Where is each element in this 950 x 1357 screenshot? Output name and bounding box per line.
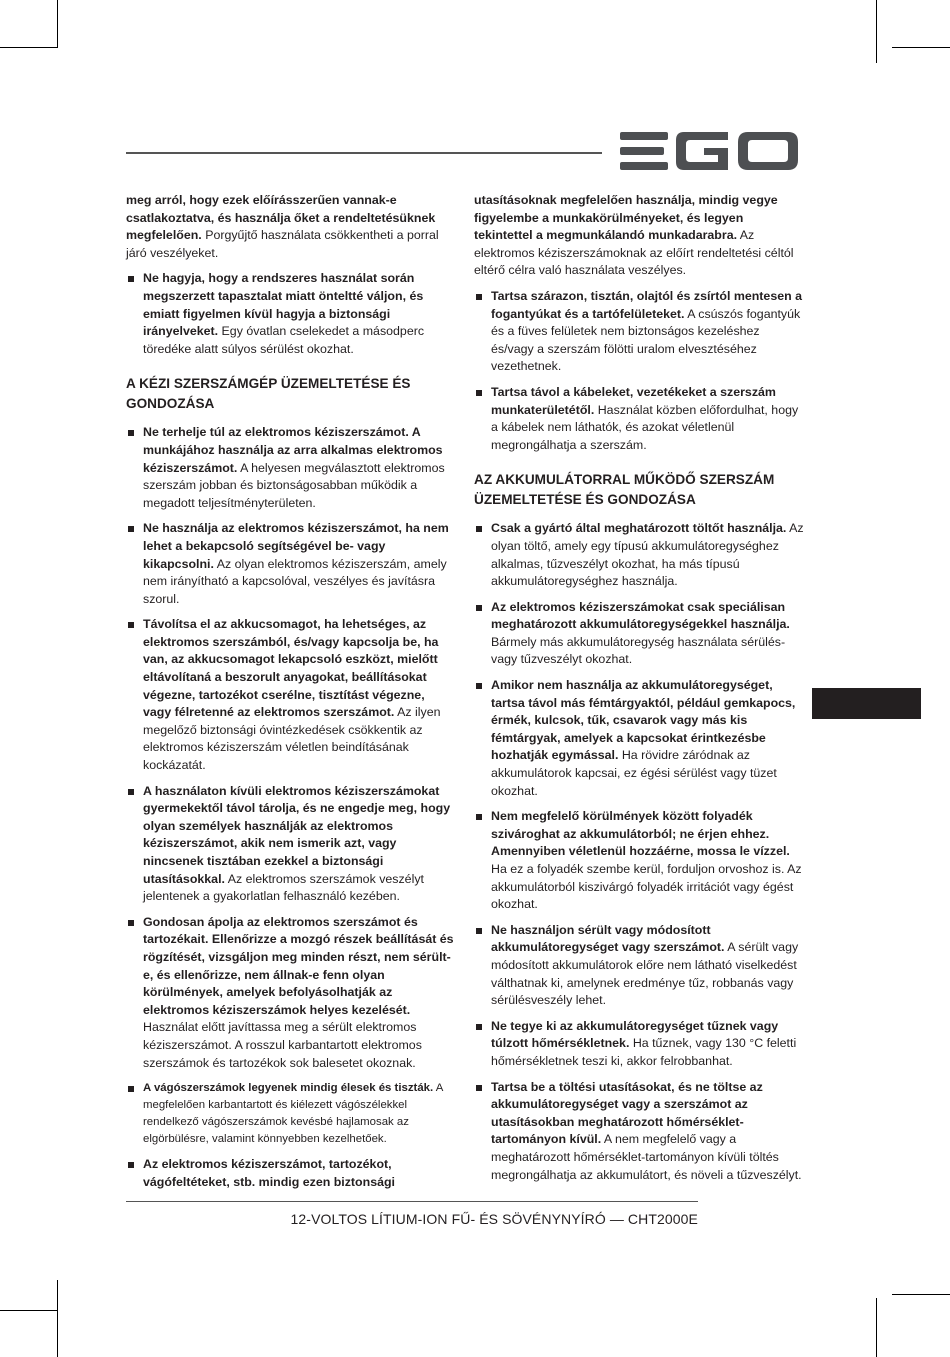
right-item-1: Csak a gyártó által meghatározott töltőt használja. Az olyan töltő, amely egy típusú akkumulátoregységhez alkalmas, tűzveszélyt okozhat, ha más típusú akkumulátoregységhez használja. [474,520,804,590]
header-rule [126,152,602,154]
left-item-1: Ne terhelje túl az elektromos kéziszerszámot. A munkájához használja az arra alkalmas elektromos kéziszerszámot. A helyesen megválasztott elektromos szerszám jobban és biztonságosabban működik a megadott teljesítményterületen. [126,424,456,512]
crop-mark [892,1294,950,1295]
left-item-7: Az elektromos kéziszerszámot, tartozékot, vágófeltéteket, stb. mindig ezen biztonsági [126,1156,456,1191]
crop-mark [57,1280,58,1357]
left-item-6: A vágószerszámok legyenek mindig élesek és tiszták. A megfelelően karbantartott és kiélezett vágószélekkel rendelkező vágószerszámok kevésbé hajlamosak az elgörbülésre, valamint könnyebben kezelhetőek. [126,1080,456,1148]
language-tab [812,688,921,719]
left-item-2: Ne használja az elektromos kéziszerszámot, ha nem lehet a bekapcsoló segítségével be- vagy kikapcsolni. Az olyan elektromos kéziszerszám, amely nem irányítható a kapcsolóval, veszélyes és javításra szorul. [126,520,456,608]
right-top-item-1: Tartsa szárazon, tisztán, olajtól és zsírtól mentesen a fogantyúkat és a tartófelületeket. A csúszós fogantyúk és a füves felületek nem biztonságos kezeléshez és/vagy a szerszám fölötti uralom elvesztéséhez vezethetnek. [474,288,804,376]
crop-mark [0,47,58,48]
right-item-3: Amikor nem használja az akkumulátoregységet, tartsa távol más fémtárgyaktól, például gemkapocs, érmék, kulcsok, tűk, csavarok vagy más kis fémtárgyak, amelyek a kapcsokat érintkezésbe hozhatják egymással. Ha rövidre záródnak az akkumulátorok kapcsai, ez égési sérülést vagy tüzet okozhat. [474,677,804,800]
left-top-item-1: Ne hagyja, hogy a rendszeres használat során megszerzett tapasztalat miatt önteltté váljon, és emiatt figyelmen kívül hagyja a biztonsági irányelveket. Egy óvatlan cselekedet a másodperc töredéke alatt súlyos sérülést okozhat. [126,270,456,358]
right-item-7: Tartsa be a töltési utasításokat, és ne töltse az akkumulátoregységet vagy a szerszámot az utasításokban meghatározott hőmérséklet-tartományon kívül. A nem megfelelő vagy a meghatározott hőmérséklet-tartományon kívüli töltés megrongálhatja az akkumulátort, és növeli a tűzveszélyt. [474,1079,804,1185]
left-column [126,192,456,1199]
right-top-item-2: Tartsa távol a kábeleket, vezetékeket a szerszám munkaterületétől. Használat közben előfordulhat, hogy a kábelek nem láthatók, és azokat véletlenül megrongálhatja a szerszám. [474,384,804,454]
crop-mark [892,47,950,48]
crop-mark [57,0,58,48]
page-footer: 12-VOLTOS LÍTIUM-ION FŰ- ÉS SÖVÉNYNYÍRÓ — CHT2000E [290,1211,698,1227]
left-intro-paragraph: meg arról, hogy ezek előírásszerűen vannak-e csatlakoztatva, és használja őket a rendeltetésüknek megfelelően. Porgyűjtő használata csökkentheti a porral járó veszélyeket. [126,193,439,260]
right-column [474,192,804,1192]
left-item-3: Távolítsa el az akkucsomagot, ha lehetséges, az elektromos szerszámból, és/vagy kapcsolja be, ha van, az akkucsomagot lekapcsoló eszközt, mielőtt eltávolítaná a beszorult anyagokat, beállításokat végezne, tartozékot cserélne, tisztítást végezne, vagy félretenné az elektromos szerszámot. Az ilyen megelőző biztonsági óvintézkedések csökkentik az elektromos kéziszerszám véletlen beindításának kockázatát. [126,616,456,774]
left-item-5: Gondosan ápolja az elektromos szerszámot és tartozékait. Ellenőrizze a mozgó részek beállítását és rögzítését, vizsgáljon meg minden részt, nem sérült-e, és ellenőrizze, nem állnak-e fenn olyan körülmények, amelyek befolyásolhatják az elektromos kéziszerszámok helyes kezelését. Használat előtt javíttassa meg a sérült elektromos kéziszerszámot. A rosszul karbantartott elektromos szerszámok és tartozékok sok balesetet okoznak. [126,914,456,1072]
section-heading-battery-tool: AZ AKKUMULÁTORRAL MŰKÖDŐ SZERSZÁM ÜZEMELTETÉSE ÉS GONDOZÁSA [474,472,775,508]
left-item-4: A használaton kívüli elektromos kéziszerszámokat gyermekektől távol tárolja, és ne engedje meg, hogy olyan személyek használják az elektromos kéziszerszámot, akik nem ismerik azt, vagy nincsenek tisztában ezekkel a biztonsági utasításokkal. Az elektromos szerszámok veszélyt jelentenek a gyakorlatlan felhasználó kezében. [126,783,456,906]
ego-logo [618,128,800,174]
right-item-2: Az elektromos kéziszerszámokat csak speciálisan meghatározott akkumulátoregységekkel használja. Bármely más akkumulátoregység használata sérülés-vagy tűzveszélyt okozhat. [474,599,804,669]
right-item-4: Nem megfelelő körülmények között folyadék szivároghat az akkumulátorból; ne érjen ehhez. Amennyiben véletlenül hozzáérne, mossa le vízzel. Ha ez a folyadék szembe kerül, forduljon orvoshoz is. Az akkumulátorból kiszivárgó folyadék irritációt vagy égést okozhat. [474,808,804,914]
crop-mark [0,1310,58,1311]
footer-rule [126,1201,698,1202]
crop-mark [876,0,877,63]
right-intro-paragraph: utasításoknak megfelelően használja, mindig vegye figyelembe a munkakörülményeket, és legyen tekintettel a megmunkálandó munkadarabra. Az elektromos kéziszerszámoknak az előírt rendeltetési céltól eltérő célra való használata veszélyes. [474,193,794,278]
right-item-5: Ne használjon sérült vagy módosított akkumulátoregységet vagy szerszámot. A sérült vagy módosított akkumulátorok előre nem látható viselkedést válthatnak ki, amelynek eredménye tűz, robbanás vagy sérülésveszély lehet. [474,922,804,1010]
section-heading-tool-use: A KÉZI SZERSZÁMGÉP ÜZEMELTETÉSE ÉS GONDOZÁSA [126,376,411,412]
right-item-6: Ne tegye ki az akkumulátoregységet tűznek vagy túlzott hőmérsékletnek. Ha tűznek, vagy 130 °C feletti hőmérsékletnek teszi ki, akkor felrobbanhat. [474,1018,804,1071]
crop-mark [876,1298,877,1357]
